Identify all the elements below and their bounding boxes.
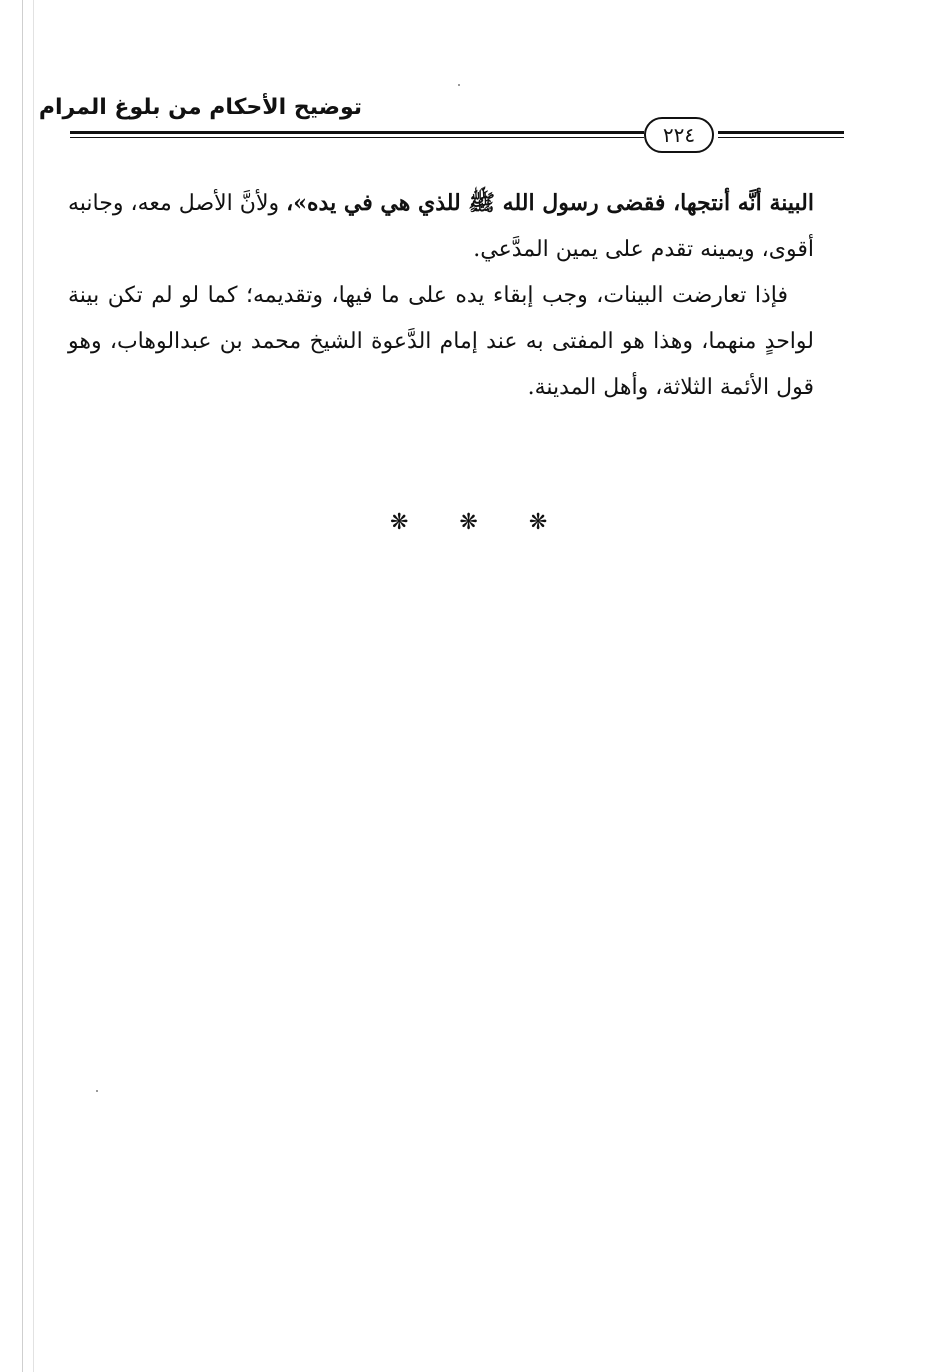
scan-speck [458, 84, 460, 86]
header-rule-right-thin [718, 137, 844, 138]
paragraph-2: فإذا تعارضت البينات، وجب إبقاء يده على ما فيها، وتقديمه؛ كما لو لم تكن بينة لواحدٍ منهما، وهذا هو المفتى به عند إمام الدَّعوة الشيخ محمد بن عبدالوهاب، وهو قول الأئمة الثلاثة، وأهل المدينة. [68, 283, 814, 400]
scan-speck [96, 1090, 98, 1092]
paragraph-1-continuation: ولأنَّ الأصل معه، وجانبه أقوى، ويمينه تقدم على يمين المدَّعي. [68, 191, 814, 262]
header-rule-right-thick [718, 131, 844, 134]
page-body [68, 180, 814, 411]
scan-edge-line [22, 0, 23, 1372]
header-rule-left-thin [70, 137, 644, 138]
section-separator-asterisks: ❋ ❋ ❋ [390, 510, 570, 535]
paragraph-1 [68, 180, 814, 273]
header-rule-left-thick [70, 131, 644, 134]
page-number: ٢٢٤ [644, 117, 714, 153]
scan-edge-line-secondary [33, 0, 34, 1372]
paragraph-1-bold-quote: البينة أنَّه أنتجها، فقضى رسول الله ﷺ للذي هي في يده»، [286, 190, 814, 216]
running-header-title: توضيح الأحكام من بلوغ المرام [38, 95, 362, 120]
